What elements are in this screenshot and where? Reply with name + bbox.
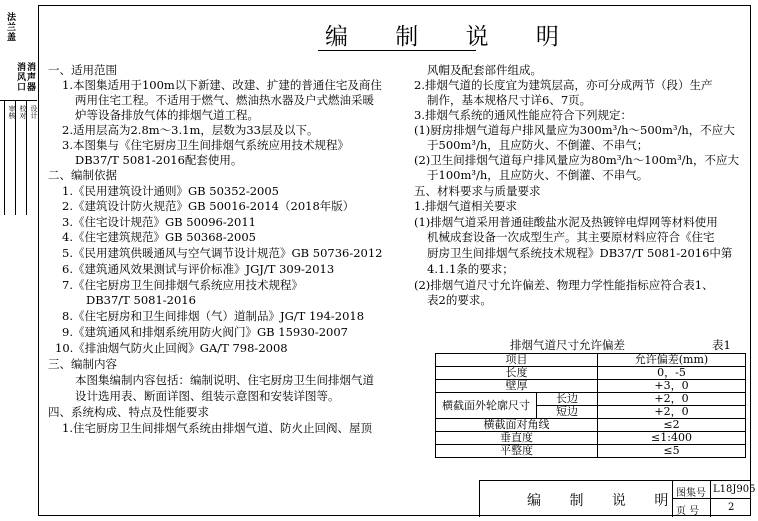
text-line: 6.《建筑通风效果测试与评价标准》JGJ/T 309-2013 [62, 262, 335, 276]
table-cell: 短边 [537, 406, 598, 419]
section-heading: 三、编制内容 [48, 357, 117, 371]
text-line: 2.适用层高为2.8m～3.1m，层数为33层及以下。 [62, 123, 319, 137]
title-block-divider [479, 481, 480, 517]
table-cell: ≤5 [598, 445, 746, 458]
text-line: 2.《建筑设计防火规范》GB 50016-2014（2018年版） [62, 199, 355, 213]
text-line: 表2的要求。 [427, 293, 492, 307]
text-line: 设计选用表、断面详图、组装示意图和安装详图等。 [75, 389, 340, 403]
title-underline [318, 50, 476, 51]
margin-stamp-text: 消风口 [15, 62, 25, 92]
deviation-table [435, 353, 746, 458]
title-block-divider [710, 481, 711, 517]
text-line: 于100m³/h，且应防火、不倒灌、不串气。 [427, 168, 649, 182]
table-caption: 排烟气道尺寸允许偏差 [510, 338, 625, 352]
text-line: (2)排烟气道尺寸允许偏差、物理力学性能指标应符合表1、 [414, 278, 714, 292]
text-line: 10.《排油烟气防火止回阀》GA/T 798-2008 [55, 341, 288, 355]
section-heading: 一、适用范围 [48, 63, 117, 77]
table-row [436, 432, 746, 445]
title-block [479, 480, 756, 517]
margin-stamp-text: 法兰盖 [5, 12, 15, 42]
page-title: 编 制 说 明 [325, 24, 579, 50]
table-cell: 长边 [537, 393, 598, 406]
text-line: DB37/T 5081-2016配套使用。 [75, 153, 243, 167]
title-block-title: 编 制 说 明 [527, 493, 681, 509]
table-cell: +2，0 [598, 406, 746, 419]
page-number-label: 页 号 [676, 506, 700, 517]
text-line: 1.排烟气道相关要求 [414, 199, 517, 213]
table-header-cell: 允许偏差(mm) [598, 354, 746, 367]
margin-label: 校对 [19, 105, 27, 119]
text-line: DB37/T 5081-2016 [86, 293, 196, 307]
text-line: 3.《住宅设计规范》GB 50096-2011 [62, 215, 256, 229]
table-cell: ≤2 [598, 419, 746, 432]
text-line: 4.1.1条的要求； [427, 262, 514, 276]
text-line: (1)厨房排烟气道每户排风量应为300m³/h～500m³/h，不应大 [414, 123, 735, 137]
table-row [436, 367, 746, 380]
text-line: 8.《住宅厨房和卫生间排烟（气）道制品》JG/T 194-2018 [62, 309, 365, 323]
text-line: 机械成套设备一次成型生产。其主要原材料应符合《住宅 [427, 230, 715, 244]
text-line: 两用住宅工程。不适用于燃气、燃油热水器及户式燃油采暖 [75, 93, 374, 107]
text-line: 炉等设备排放气体的排烟气道工程。 [75, 108, 259, 122]
text-line: (2)卫生间排烟气道每户排风量应为80m³/h～100m³/h，不应大 [414, 153, 739, 167]
text-line: 5.《民用建筑供暖通风与空气调节设计规范》GB 50736-2012 [62, 246, 383, 260]
table-cell: 平整度 [436, 445, 598, 458]
page-number: 2 [728, 502, 735, 513]
text-line: 9.《建筑通风和排烟系统用防火阀门》GB 15930-2007 [62, 325, 348, 339]
text-line: 1.住宅厨房卫生间排烟气系统由排烟气道、防火止回阀、屋顶 [62, 421, 372, 435]
atlas-number: L18J905 [713, 484, 756, 495]
table-row [436, 419, 746, 432]
table-row [436, 380, 746, 393]
text-line: 3.本图集与《住宅厨房卫生间排烟气系统应用技术规程》 [62, 138, 349, 152]
text-line: (1)排烟气道采用普通硅酸盐水泥及热镀锌电焊网等材料使用 [414, 215, 718, 229]
text-line: 1.《民用建筑设计通则》GB 50352-2005 [62, 184, 279, 198]
table-cell: 0，-5 [598, 367, 746, 380]
text-line: 1.本图集适用于100m以下新建、改建、扩建的普通住宅及商住 [62, 78, 382, 92]
text-line: 制作，基本规格尺寸详6、7页。 [427, 93, 592, 107]
table-row [436, 445, 746, 458]
text-line: 4.《住宅建筑规范》GB 50368-2005 [62, 230, 256, 244]
text-line: 于500m³/h，且应防火、不倒灌、不串气； [427, 138, 649, 152]
atlas-number-label: 图集号 [676, 488, 706, 499]
table-cell: 横截面对角线 [436, 419, 598, 432]
table-cell: 壁厚 [436, 380, 598, 393]
table-cell: 长度 [436, 367, 598, 380]
table-cell: 横截面外轮廓尺寸 [436, 393, 537, 419]
table-row [436, 354, 746, 367]
margin-label: 审核 [8, 105, 16, 119]
text-line: 本图集编制内容包括：编制说明、住宅厨房卫生间排烟气道 [75, 373, 374, 387]
section-heading: 五、材料要求与质量要求 [414, 184, 541, 198]
section-heading: 四、系统构成、特点及性能要求 [48, 405, 209, 419]
text-line: 3.排烟气系统的通风性能应符合下列规定： [414, 108, 632, 122]
table-cell: +3，0 [598, 380, 746, 393]
table-cell: ≤1:400 [598, 432, 746, 445]
binding-margin [0, 0, 38, 521]
text-line: 2.排烟气道的长度宜为建筑层高，亦可分成两节（段）生产 [414, 78, 713, 92]
margin-label: 设计 [30, 105, 38, 119]
table-cell: +2，0 [598, 393, 746, 406]
table-header-cell: 项目 [436, 354, 598, 367]
text-line: 厨房卫生间排烟气系统技术规程》DB37/T 5081-2016中第 [427, 246, 733, 260]
margin-stamp-text: 消声器 [25, 62, 35, 92]
section-heading: 二、编制依据 [48, 168, 117, 182]
text-line: 风帽及配套部件组成。 [427, 63, 542, 77]
table-row [436, 393, 746, 406]
table-cell: 垂直度 [436, 432, 598, 445]
table-label: 表1 [712, 338, 731, 352]
text-line: 7.《住宅厨房卫生间排烟气系统应用技术规程》 [62, 278, 303, 292]
